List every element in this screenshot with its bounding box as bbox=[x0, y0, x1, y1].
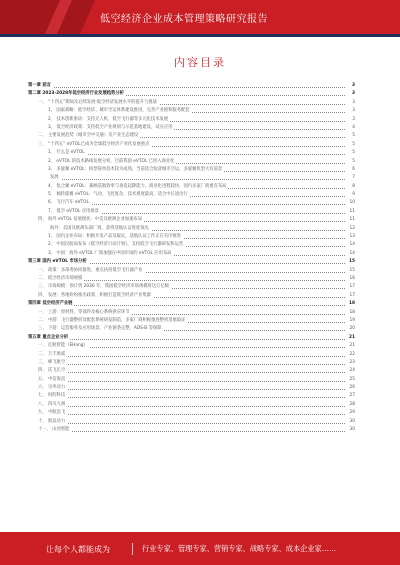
toc-entry-page: 3 bbox=[345, 107, 355, 115]
page-footer bbox=[0, 532, 400, 565]
toc-entry[interactable] bbox=[28, 334, 355, 342]
toc-entry-page: 29 bbox=[345, 409, 355, 417]
toc-entry[interactable] bbox=[28, 317, 355, 325]
toc-entry-page: 7 bbox=[345, 174, 355, 182]
toc-entry-title: 第一章 前言 bbox=[28, 82, 53, 90]
toc-entry-title: 第三章 国内 eVTOL 市场分析 bbox=[28, 258, 89, 266]
toc-entry-page: 5 bbox=[345, 132, 355, 140]
table-of-contents bbox=[28, 82, 355, 434]
toc-entry[interactable] bbox=[28, 392, 355, 400]
toc-entry[interactable] bbox=[28, 107, 355, 115]
toc-entry[interactable] bbox=[28, 82, 355, 90]
toc-entry[interactable] bbox=[28, 225, 355, 233]
header-title: 低空经济企业成本管理策略研究报告 bbox=[100, 14, 268, 25]
toc-entry-page: 11 bbox=[345, 208, 355, 216]
footer-tagline: 行业专家、管理专家、营销专家、战略专家、成本企业家…… bbox=[142, 544, 337, 553]
toc-entry[interactable] bbox=[28, 191, 355, 199]
toc-entry-title: 四、 海外 eVTOL 发展现状：中美及欧洲企业加速布局 bbox=[28, 216, 144, 224]
toc-entry-page: 21 bbox=[345, 342, 355, 350]
toc-entry[interactable] bbox=[28, 283, 355, 291]
toc-entry-page: 10 bbox=[345, 199, 355, 207]
toc-entry-page: 23 bbox=[345, 359, 355, 367]
toc-entry[interactable] bbox=[28, 183, 355, 191]
toc-entry[interactable] bbox=[28, 99, 355, 107]
toc-entry[interactable] bbox=[28, 401, 355, 409]
toc-entry-page: 17 bbox=[345, 292, 355, 300]
toc-entry-title: 四、 发展：各地纷纷推出政策，积极打造低空经济产业集群 bbox=[28, 292, 153, 300]
toc-entry-page: 21 bbox=[345, 334, 355, 342]
toc-entry-page: 3 bbox=[345, 90, 355, 98]
toc-entry[interactable] bbox=[28, 250, 355, 258]
toc-leader-dots bbox=[28, 381, 345, 382]
toc-entry[interactable] bbox=[28, 199, 355, 207]
toc-entry[interactable] bbox=[28, 384, 355, 392]
toc-entry[interactable] bbox=[28, 342, 355, 350]
toc-leader-dots bbox=[28, 305, 345, 306]
toc-leader-dots bbox=[28, 423, 345, 424]
toc-entry-title: 二、 低空经济市场规模 bbox=[28, 275, 84, 283]
toc-entry-title: 二、 主要发展趋势（城市空中交通）及产业生态建设 bbox=[28, 132, 140, 140]
toc-entry-page: 20 bbox=[345, 325, 355, 333]
toc-leader-dots bbox=[28, 356, 345, 357]
toc-entry-page: 19 bbox=[345, 317, 355, 325]
toc-entry-page: 24 bbox=[345, 367, 355, 375]
toc-entry-title: 三、 市场规模：预计到 2030 年，我国低空经济市场规模将达万亿级 bbox=[28, 283, 171, 291]
toc-entry-title: 一、 “十四五”期间及后续发展·低空经济发展水平的提升与挑战 bbox=[28, 99, 159, 107]
toc-entry-title: 二、 万丰奥威 bbox=[28, 351, 67, 359]
toc-entry-page: 18 bbox=[345, 309, 355, 317]
toc-entry-page: 14 bbox=[345, 250, 355, 258]
toc-entry[interactable] bbox=[28, 275, 355, 283]
toc-entry-title: 十一、 山河智能 bbox=[28, 426, 71, 434]
toc-entry-page: 30 bbox=[345, 418, 355, 426]
toc-entry[interactable] bbox=[28, 267, 355, 275]
toc-entry-title: 九、 中航沈飞 bbox=[28, 409, 67, 417]
toc-entry-page: 27 bbox=[345, 392, 355, 400]
toc-entry[interactable] bbox=[28, 376, 355, 384]
toc-entry-page: 12 bbox=[345, 225, 355, 233]
toc-entry-title: 五、 中信海直 bbox=[28, 376, 67, 384]
toc-entry-page: 22 bbox=[345, 351, 355, 359]
toc-entry-title: 2、 技术创新驱动：支持无人机、低空飞行器等多元化技术发展 bbox=[28, 116, 170, 124]
toc-entry-title: 一、 上游：原材料、零部件及核心系统供应环节 bbox=[28, 309, 132, 317]
toc-entry-page: 5 bbox=[345, 149, 355, 157]
toc-entry-title: 1、 国内企业布局：积极开发产品及取证，适航认证工作正在有序推进 bbox=[28, 233, 183, 241]
toc-entry[interactable] bbox=[28, 351, 355, 359]
toc-entry-page: 15 bbox=[345, 267, 355, 275]
toc-entry-title: 6、 飞行汽车 eVTOL bbox=[28, 199, 91, 207]
toc-entry-page: 3 bbox=[345, 116, 355, 124]
toc-entry[interactable] bbox=[28, 292, 355, 300]
toc-leader-dots bbox=[28, 406, 345, 407]
toc-entry[interactable] bbox=[28, 141, 355, 149]
footer-slogan: 让每个人都能成为 bbox=[46, 545, 110, 554]
toc-entry-page: 28 bbox=[345, 401, 355, 409]
toc-entry[interactable] bbox=[28, 90, 355, 98]
toc-entry-page: 11 bbox=[345, 216, 355, 224]
toc-entry[interactable] bbox=[28, 174, 355, 182]
toc-entry-title: 5、 倾转旋翼 eVTOL：气动、飞控复杂，技术难度最高，适合中长途出行 bbox=[28, 191, 190, 199]
toc-entry-title: 发展 bbox=[28, 174, 61, 182]
toc-entry-title: 7、 低空 eVTOL 应用场景 bbox=[28, 208, 101, 216]
toc-leader-dots bbox=[28, 87, 345, 88]
toc-entry-title: 3、 低空经济政策：支持低空产业规划与示范基地建设，试点应用 bbox=[28, 124, 174, 132]
toc-entry-page: 17 bbox=[345, 283, 355, 291]
toc-entry-title: 1、 国家战略：低空经济、城市空运体系建设推进，完善产业链和服务配套 bbox=[28, 107, 192, 115]
toc-entry-page: 8 bbox=[345, 183, 355, 191]
toc-entry-title: 第四章 低空经济产业链 bbox=[28, 300, 74, 308]
toc-entry[interactable] bbox=[28, 367, 355, 375]
toc-leader-dots bbox=[28, 364, 345, 365]
toc-entry[interactable] bbox=[28, 359, 355, 367]
toc-entry[interactable] bbox=[28, 116, 355, 124]
toc-entry-title: 十、 航发动力 bbox=[28, 418, 67, 426]
toc-entry-title: 八、 四川九洲 bbox=[28, 401, 67, 409]
toc-leader-dots bbox=[28, 397, 345, 398]
toc-entry[interactable] bbox=[28, 409, 355, 417]
toc-entry[interactable] bbox=[28, 216, 355, 224]
toc-leader-dots bbox=[28, 372, 345, 373]
toc-entry[interactable] bbox=[28, 241, 355, 249]
toc-entry-page: 30 bbox=[345, 426, 355, 434]
toc-entry-page: 3 bbox=[345, 82, 355, 90]
toc-entry-title: 三、 “十四五” eVTOL已成为全球低空经济产业化发展重点 bbox=[28, 141, 151, 149]
toc-entry[interactable] bbox=[28, 258, 355, 266]
toc-entry-title: 2、 eVTOL 的技术路线发展分析，目前我国 eVTOL 已进入商业化 bbox=[28, 158, 176, 166]
toc-entry-title: 一、 政策：多部委协同推进，重点扶持低空飞行器产业 bbox=[28, 267, 145, 275]
toc-entry-page: 18 bbox=[345, 300, 355, 308]
toc-entry-title: 四、 沃飞长空 bbox=[28, 367, 67, 375]
toc-entry[interactable] bbox=[28, 149, 355, 157]
toc-entry-title: 一、 亿航智能（EHang） bbox=[28, 342, 90, 350]
toc-entry-title: 3、 多旋翼 eVTOL：构型简单技术较为成熟，当前适合短途城市空运，多旋翼机型大有前景 bbox=[28, 166, 224, 174]
toc-entry-title: 海外：美国及欧洲头部厂商，获得适航认证进度领先 bbox=[28, 225, 151, 233]
toc-entry-title: 七、 时的科技 bbox=[28, 392, 67, 400]
toc-entry-title: 3、 中国：海外 eVTOL 厂商加强在中国市场的 eVTOL 应用布局 bbox=[28, 250, 173, 258]
toc-entry[interactable] bbox=[28, 300, 355, 308]
toc-entry-title: 2、 中国民航局发布《低空经济行动计划》，支持低空飞行器研发和运营 bbox=[28, 241, 185, 249]
toc-leader-dots bbox=[28, 339, 345, 340]
toc-entry[interactable] bbox=[28, 208, 355, 216]
toc-entry[interactable] bbox=[28, 158, 355, 166]
footer-divider bbox=[132, 543, 133, 555]
toc-entry-title: 三、 下游：运营服务及应用场景，产业链条完整，ADS-B 等保障 bbox=[28, 325, 163, 333]
page-header bbox=[0, 0, 400, 34]
toc-entry-page: 26 bbox=[345, 384, 355, 392]
toc-entry[interactable] bbox=[28, 166, 355, 174]
header-accent-bar bbox=[0, 34, 400, 37]
toc-entry-page: 5 bbox=[345, 141, 355, 149]
toc-leader-dots bbox=[28, 179, 345, 180]
toc-entry-page: 6 bbox=[345, 166, 355, 174]
toc-entry-page: 9 bbox=[345, 191, 355, 199]
toc-leader-dots bbox=[28, 414, 345, 415]
toc-entry-page: 4 bbox=[345, 124, 355, 132]
toc-entry-page: 25 bbox=[345, 376, 355, 384]
toc-entry[interactable] bbox=[28, 309, 355, 317]
toc-entry-page: 14 bbox=[345, 241, 355, 249]
toc-entry[interactable] bbox=[28, 132, 355, 140]
toc-entry-title: 二、 中游：飞行器整机及配套系统研发制造，多家厂商积极推进整机适航取证 bbox=[28, 317, 187, 325]
toc-entry-title: 六、 宗申动力 bbox=[28, 384, 67, 392]
toc-title: 内容目录 bbox=[174, 56, 226, 69]
toc-entry-title: 4、 复合翼 eVTOL：兼顾巡航效率与垂直起降能力，商业化进程较快，国内多家厂商重点布局 bbox=[28, 183, 228, 191]
toc-entry-title: 第二章 2023-2028年低空经济行业发展趋势分析 bbox=[28, 90, 126, 98]
toc-entry[interactable] bbox=[28, 325, 355, 333]
toc-entry-page: 15 bbox=[345, 258, 355, 266]
toc-leader-dots bbox=[28, 389, 345, 390]
toc-entry-title: 三、 峰飞航空 bbox=[28, 359, 67, 367]
toc-entry-page: 3 bbox=[345, 99, 355, 107]
toc-entry[interactable] bbox=[28, 418, 355, 426]
toc-entry-page: 16 bbox=[345, 275, 355, 283]
toc-leader-dots bbox=[28, 431, 345, 432]
toc-entry[interactable] bbox=[28, 233, 355, 241]
toc-entry-title: 第五章 重点企业分析 bbox=[28, 334, 70, 342]
toc-entry-page: 5 bbox=[345, 158, 355, 166]
toc-entry-title: 1、 什么是 eVTOL bbox=[28, 149, 87, 157]
toc-entry[interactable] bbox=[28, 124, 355, 132]
toc-entry[interactable] bbox=[28, 426, 355, 434]
toc-entry-page: 13 bbox=[345, 233, 355, 241]
